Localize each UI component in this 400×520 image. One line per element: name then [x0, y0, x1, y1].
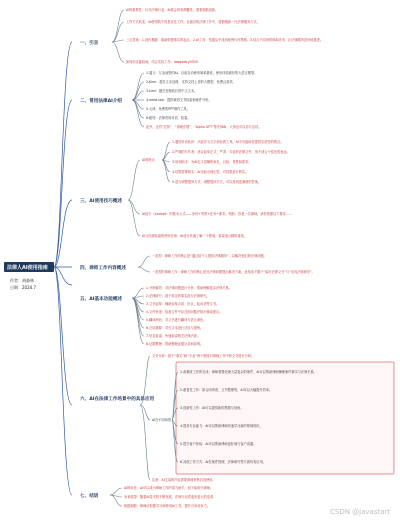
author-name: 胡森林 — [22, 278, 34, 283]
ai-tips-leaf-6: AI指令（prompt）的基本公式——身份+背景+任务+要求。例如：你是一名律师，请你按照以下要求…… — [142, 212, 293, 216]
common-ai-leaf-5: 5.元典：免费的PPT制作工具。 — [146, 107, 190, 111]
applications-leaf-note: 注意：AI生成的内容需要律师审核后再使用。 — [152, 478, 216, 482]
ai-tips-leaf-7: AI与传统检索的使用区别：AI适合快速了解一个领域，检索适合精准查找。 — [142, 234, 248, 238]
branch-conclusion — [80, 485, 216, 508]
branch-applications-label: 六、AI在法律工作场景中的具体应用 — [80, 397, 155, 402]
ai-functions-leaf-8: 8.证据整理：帮助整理证据目录和说明。 — [146, 342, 204, 346]
ai-functions-leaf-4: 4.文件审查：检查文件中存在的问题并给出修改建议。 — [146, 310, 223, 314]
watermark: CSDN @javastart — [330, 508, 391, 516]
applications-leaf-4: 4.提高专业能力：AI可以帮助律师快速学习新的领域知识。 — [180, 424, 263, 428]
ai-functions-leaf-3: 3.文书起草：辅助起草合同、协议、起诉状等文书。 — [146, 302, 220, 306]
applications-leaf-1: 1.高难度工作的完成：律师需要处理大量复杂的案件，AI可以帮助律师梳理案件事实与法律关系。 — [180, 370, 317, 374]
branch-common-ai — [80, 70, 261, 129]
applications-leaf-6: 6.其他工作方式：AI在案件管理、法律研究等方面均有应用。 — [180, 460, 266, 464]
common-ai-leaf-1: 1.通义：万金油型的AI。目前自动使用频率最高，使用体验最好的大语言模型。 — [146, 71, 258, 75]
common-ai-leaf-6: 6.秘塔：法律咨询对话、检索。 — [146, 116, 191, 120]
branch-lawyer-work-label: 四、律师工作内容概述 — [80, 266, 126, 271]
intro-leaf-1: AI的重要性：针对法律行业，AI将会带来颠覆性，需要拥抱创新。 — [126, 8, 219, 12]
applications-sub-label: AI在不同场景 — [152, 418, 172, 422]
ai-functions-leaf-2: 2.法律研究：基于给定的事实进行法律研究。 — [146, 294, 210, 298]
branch-intro — [80, 7, 323, 64]
branch-lawyer-work — [80, 253, 315, 274]
common-ai-leaf-7: 此外，还有“法智”、“得理法搜”、“Alpha GPT”等法律AI，大家也可以自行尝试。 — [146, 125, 262, 129]
ai-tips-leaf-2: 2.严谨的写作者：适合起草正式、严肃、专业的法律文件，但不适合个性化的表达。 — [172, 150, 290, 154]
root-node — [4, 262, 54, 290]
intro-leaf-2: 工作方式转变：AI使得的不再是以往工作。在最后的法律工作中，将拥抱新一代法律服务方式。 — [126, 20, 260, 24]
root-title: 法律人AI使用指南 — [7, 265, 48, 271]
author-label: 作者： — [10, 278, 22, 283]
conclusion-leaf-2: 未来展望：随着AI技术的不断发展，法律行业将迎来更大的变革。 — [124, 495, 217, 499]
lawyer-work-leaf-1: 一类型：律师工作的核心是“通过给个人提供法律服务”，以解决他们的法律问题。 — [152, 254, 267, 258]
branch-conclusion-label: 七、结语 — [80, 494, 99, 499]
applications-detail-box — [176, 362, 394, 474]
ai-tips-leaf-3: 3.规划助手：为AI定义清晰的角色、目标、背景和需求。 — [172, 160, 252, 164]
lawyer-work-leaf-2: 一类型的律师工作：律师工作的核心是对法律问题提出解决方案，包括但不限于“编写法律文书”与“出具法律意见”。 — [152, 270, 315, 274]
ai-tips-leaf-4: 4.结果需要核实：AI可能出现幻觉，对结果进行核实。 — [172, 170, 249, 174]
applications-leaf-intro: 文书分析：基于“事实”和“专业”两个维度对律师工作中的文书进行分析。 — [152, 354, 255, 358]
ai-functions-leaf-1: 1.分析解答：对法律问题进行分析，帮助理解复杂法律关系。 — [146, 286, 232, 290]
applications-leaf-3: 3.创新性工作：AI可以提供新的思路与视角。 — [180, 406, 244, 410]
conclusion-leaf-3: 积极拥抱：律师应积极学习和使用AI工具，提升自身竞争力。 — [124, 504, 210, 508]
ai-tips-leaf-5: 5.适当调整提问方式：调整提问方式，可以得到更满意的答案。 — [172, 180, 262, 184]
conclusion-leaf-1: AI的用处：AI可以成为律师工作的得力助手，但不能取代律师。 — [124, 486, 214, 490]
branch-intro-label: 一、引言 — [80, 41, 99, 46]
ai-functions-leaf-5: 5.翻译润色：对文书进行翻译与语言润色。 — [146, 318, 207, 322]
ai-functions-leaf-7: 7.信息检索：快速检索相关法律法规。 — [146, 334, 201, 338]
branch-common-ai-label: 二、常用法律AI介绍 — [80, 99, 123, 104]
applications-leaf-5: 5.提升客户体验：AI可以帮助律师更好地与客户沟通。 — [180, 442, 257, 446]
ai-functions-leaf-6: 6.总结摘要：对长文本进行总结与提炼。 — [146, 326, 204, 330]
common-ai-leaf-4: 4.meta.law：提供裁判文书检索和案件分析。 — [146, 98, 212, 102]
intro-leaf-4: 如何用这篇指南，结合实际工作：lawgaotry0300 — [126, 60, 198, 64]
ai-tips-sub-label: AI的特点 — [142, 158, 155, 162]
date-label: 日期： — [10, 285, 22, 290]
branch-applications — [80, 353, 394, 482]
branch-ai-tips-label: 三、AI使用技巧概述 — [80, 199, 123, 204]
branch-ai-functions-label: 五、AI基本功能概述 — [80, 297, 123, 302]
intro-leaf-3: 三点答案：1.创作模板：重新构建事实的起点。2.AI工具：发掘从中找到案例写作思路。3.结合不同场景的AI应用，让法律服务更好地推进。 — [126, 38, 324, 42]
common-ai-leaf-2: 2.Kimi：超长文本处理，支持文档上传的大模型，免费且高效。 — [146, 80, 236, 84]
date-value: 2024.7 — [22, 285, 36, 290]
branch-ai-tips — [80, 139, 292, 238]
common-ai-leaf-3: 3.kimi：擅长处理较长的中文文本。 — [146, 89, 198, 93]
ai-tips-leaf-1: 1.通知对话伙伴：只能作为文字润色的工具，AI不可能给你提供实质性的观点。 — [172, 140, 284, 144]
applications-leaf-2: 2.重复性工作：如合同审查、文书整理等，AI可以大幅提升效率。 — [180, 388, 273, 392]
branch-ai-functions — [80, 285, 232, 346]
